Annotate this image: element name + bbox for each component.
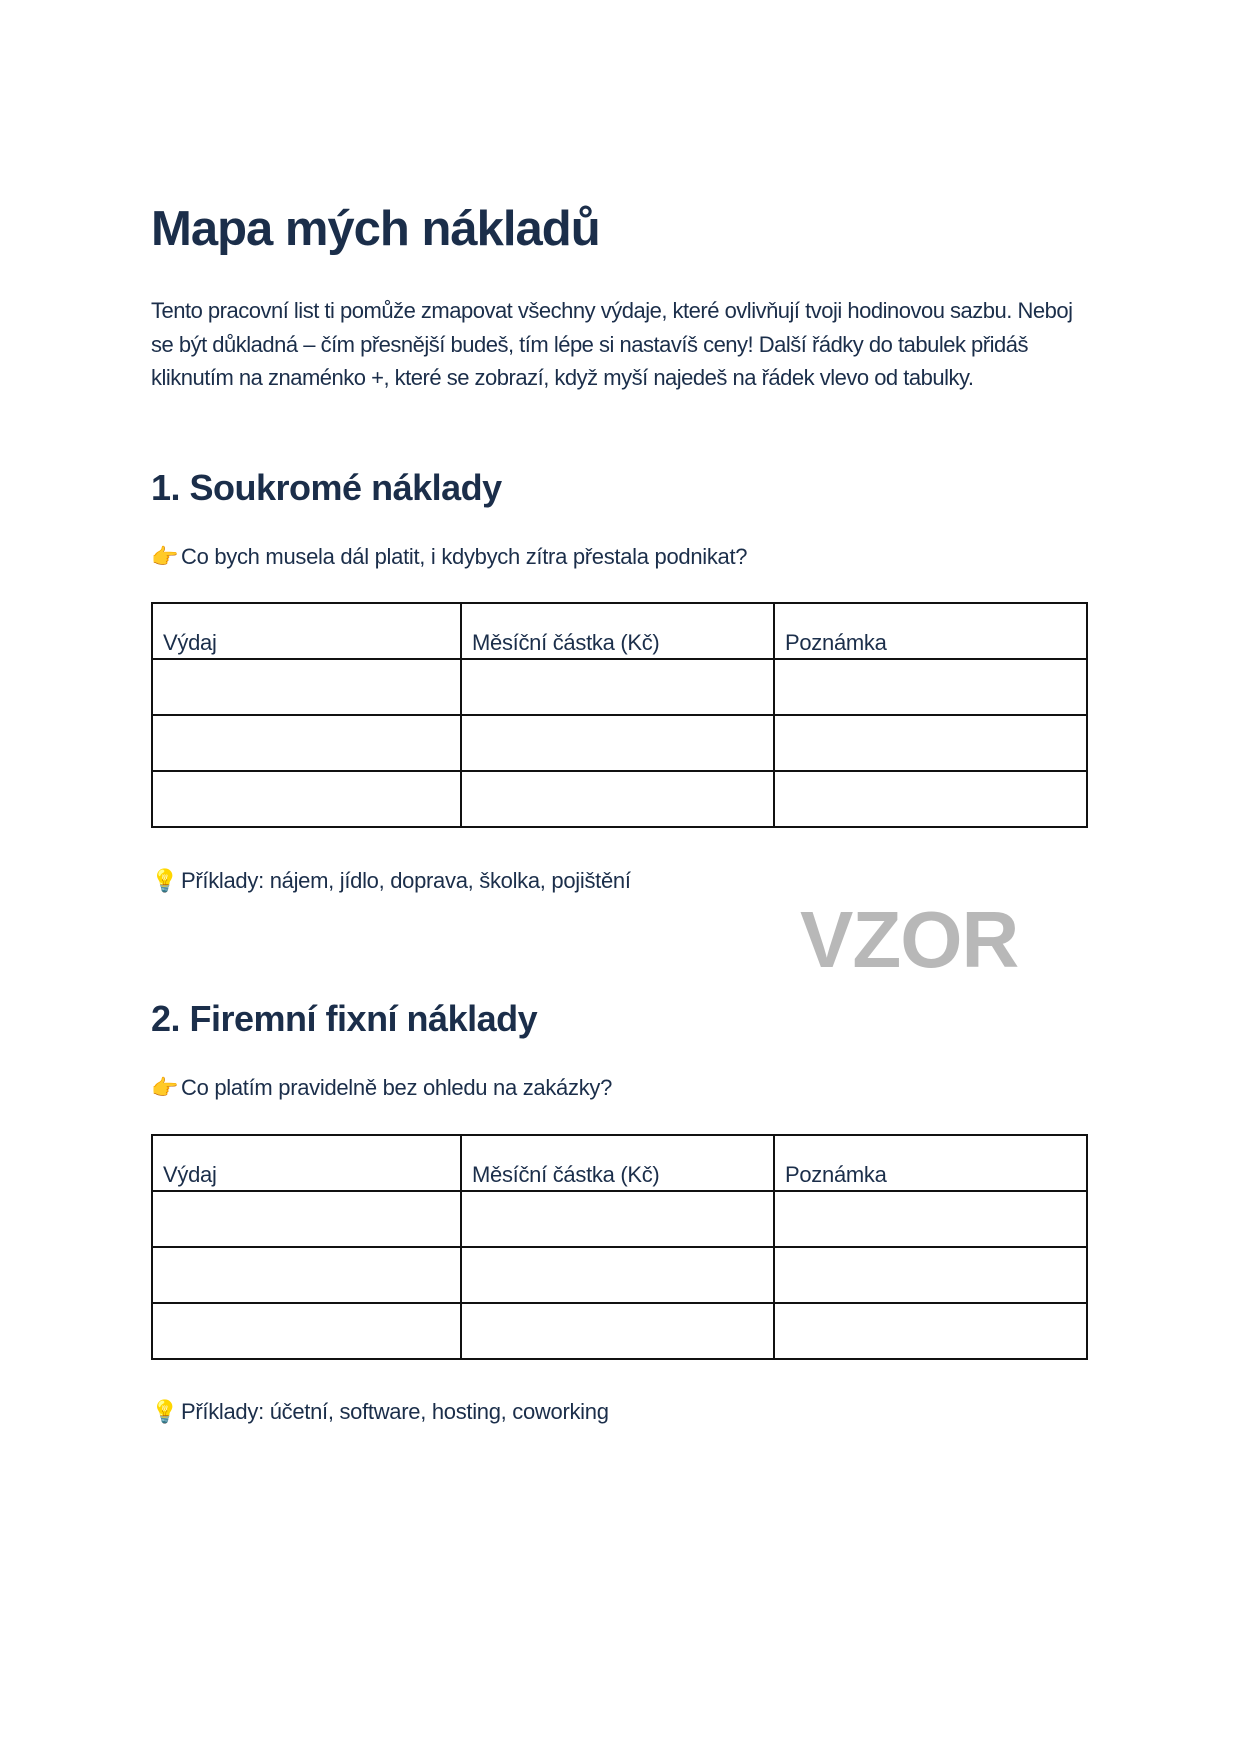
private-costs-table	[151, 602, 1088, 828]
intro-paragraph: Tento pracovní list ti pomůže zmapovat všechny výdaje, které ovlivňují tvoji hodinovou sazbu. Neboj se být důkladná – čím přesnější budeš, tím lépe si nastavíš ceny! Další řádky do tabulek přidáš kliknutím na znaménko +, které se zobrazí, když myší najedeš na řádek vlevo od tabulky.	[151, 298, 1073, 390]
column-header-note: Poznámka	[774, 1135, 1087, 1191]
cell-monthly-amount[interactable]	[461, 659, 774, 715]
table-row	[152, 1191, 1087, 1247]
examples-text: Příklady: účetní, software, hosting, coworking	[181, 1399, 609, 1424]
section-examples	[151, 1397, 609, 1428]
cell-expense[interactable]	[152, 771, 461, 827]
column-header-monthly-amount: Měsíční částka (Kč)	[461, 1135, 774, 1191]
section-prompt	[151, 542, 747, 573]
cell-note[interactable]	[774, 1191, 1087, 1247]
light-bulb-icon: 💡	[151, 1400, 179, 1425]
table-header-row	[152, 1135, 1087, 1191]
cell-expense[interactable]	[152, 659, 461, 715]
cell-note[interactable]	[774, 771, 1087, 827]
pointing-hand-icon: 👉	[151, 1076, 179, 1101]
cell-note[interactable]	[774, 659, 1087, 715]
section-heading-business-fixed-costs: 2. Firemní fixní náklady	[151, 998, 538, 1039]
cell-note[interactable]	[774, 715, 1087, 771]
cell-expense[interactable]	[152, 1191, 461, 1247]
section-examples	[151, 866, 631, 897]
cell-note[interactable]	[774, 1247, 1087, 1303]
cell-monthly-amount[interactable]	[461, 1191, 774, 1247]
examples-text: Příklady: nájem, jídlo, doprava, školka, pojištění	[181, 868, 631, 893]
table-row	[152, 659, 1087, 715]
cell-monthly-amount[interactable]	[461, 1247, 774, 1303]
prompt-text: Co platím pravidelně bez ohledu na zakázky?	[181, 1075, 613, 1100]
column-header-monthly-amount: Měsíční částka (Kč)	[461, 603, 774, 659]
column-header-expense: Výdaj	[152, 1135, 461, 1191]
section-prompt	[151, 1073, 612, 1104]
section-heading-private-costs: 1. Soukromé náklady	[151, 467, 502, 508]
cell-monthly-amount[interactable]	[461, 1303, 774, 1359]
cell-monthly-amount[interactable]	[461, 715, 774, 771]
cell-expense[interactable]	[152, 1247, 461, 1303]
cell-expense[interactable]	[152, 715, 461, 771]
prompt-text: Co bych musela dál platit, i kdybych zítra přestala podnikat?	[181, 544, 748, 569]
table-row	[152, 771, 1087, 827]
business-fixed-costs-table	[151, 1134, 1088, 1360]
cell-note[interactable]	[774, 1303, 1087, 1359]
page-title: Mapa mých nákladů	[151, 202, 600, 256]
table-row	[152, 1247, 1087, 1303]
table-row	[152, 715, 1087, 771]
light-bulb-icon: 💡	[151, 869, 179, 894]
column-header-expense: Výdaj	[152, 603, 461, 659]
table-header-row	[152, 603, 1087, 659]
table-row	[152, 1303, 1087, 1359]
cell-expense[interactable]	[152, 1303, 461, 1359]
pointing-hand-icon: 👉	[151, 545, 179, 570]
cell-monthly-amount[interactable]	[461, 771, 774, 827]
column-header-note: Poznámka	[774, 603, 1087, 659]
sample-watermark: VZOR	[800, 895, 1019, 984]
